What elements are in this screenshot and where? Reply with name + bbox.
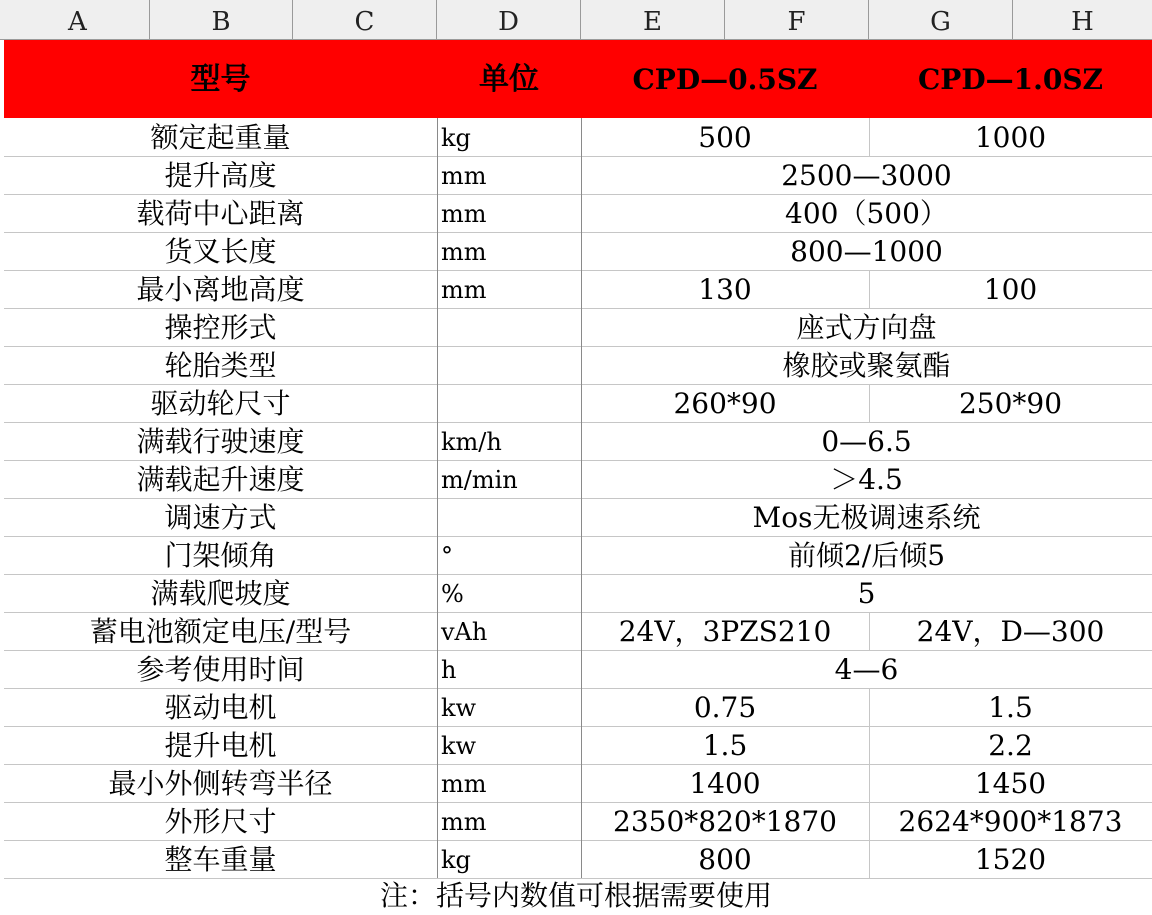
row-value-model-1[interactable]: 1400 [689,767,761,800]
row-value-model-2[interactable]: 1.5 [988,691,1033,724]
row-unit[interactable]: mm [441,808,487,836]
header-unit-label[interactable]: 单位 [479,62,539,97]
row-value-model-2[interactable]: 2624*900*1873 [898,805,1123,838]
row-parameter-name[interactable]: 轮胎类型 [164,349,277,382]
row-unit[interactable]: kw [441,732,477,760]
row-unit[interactable]: mm [441,770,487,798]
column-header-row [0,0,1152,40]
row-parameter-name[interactable]: 满载起升速度 [136,463,305,496]
row-parameter-name[interactable]: 驱动轮尺寸 [150,387,291,420]
row-unit[interactable]: mm [441,162,487,190]
row-value-merged[interactable]: 前倾2/后倾5 [787,539,946,572]
row-value-merged[interactable]: 橡胶或聚氨酯 [782,349,951,382]
row-parameter-name[interactable]: 操控形式 [164,311,277,344]
row-unit[interactable]: mm [441,200,487,228]
column-header-c[interactable]: C [293,0,437,40]
row-parameter-name[interactable]: 满载爬坡度 [150,577,291,610]
row-value-merged[interactable]: 400（500） [785,197,948,230]
row-parameter-name[interactable]: 最小离地高度 [136,273,305,306]
row-value-model-2[interactable]: 1520 [974,843,1047,876]
row-unit[interactable]: kw [441,694,477,722]
column-header-b[interactable]: B [150,0,293,40]
row-value-model-2[interactable]: 24V，D—300 [916,615,1105,648]
header-model-label[interactable]: 型号 [190,62,251,97]
row-unit[interactable] [437,346,581,384]
row-value-merged[interactable]: 800—1000 [790,235,943,268]
row-value-merged[interactable]: Mos无极调速系统 [752,501,981,534]
row-unit[interactable] [437,498,581,536]
header-model-1[interactable]: CPD—0.5SZ [632,63,818,96]
row-unit[interactable]: ° [441,542,453,570]
row-value-merged[interactable]: ＞4.5 [830,463,903,496]
column-header-e[interactable]: E [581,0,725,40]
row-parameter-name[interactable]: 最小外侧转弯半径 [108,767,333,800]
row-value-model-1[interactable]: 0.75 [693,691,757,724]
row-parameter-name[interactable]: 整车重量 [164,843,277,876]
row-value-model-1[interactable]: 1.5 [702,729,748,762]
row-parameter-name[interactable]: 蓄电池额定电压/型号 [89,615,352,648]
row-parameter-name[interactable]: 门架倾角 [164,539,277,572]
row-value-merged[interactable]: 0—6.5 [821,425,912,458]
row-value-model-1[interactable]: 24V，3PZS210 [618,615,832,648]
row-unit[interactable]: mm [441,238,487,266]
row-parameter-name[interactable]: 外形尺寸 [164,805,277,838]
row-unit[interactable]: kg [441,124,471,152]
row-parameter-name[interactable]: 参考使用时间 [136,653,305,686]
row-value-model-1[interactable]: 130 [698,273,752,306]
row-parameter-name[interactable]: 额定起重量 [150,121,291,154]
row-value-model-2[interactable]: 1450 [974,767,1047,800]
row-parameter-name[interactable]: 驱动电机 [164,691,277,724]
row-unit[interactable]: m/min [441,466,518,494]
row-parameter-name[interactable]: 满载行驶速度 [136,425,305,458]
column-header-g[interactable]: G [869,0,1013,40]
row-parameter-name[interactable]: 货叉长度 [164,235,277,268]
row-value-merged[interactable]: 2500—3000 [781,159,952,192]
column-header-d[interactable]: D [437,0,581,40]
column-header-h[interactable]: H [1013,0,1152,40]
row-value-model-2[interactable]: 2.2 [988,729,1033,762]
row-value-model-1[interactable]: 2350*820*1870 [613,805,837,838]
row-unit[interactable]: mm [441,276,487,304]
row-value-model-2[interactable]: 250*90 [958,387,1063,420]
row-value-model-2[interactable]: 1000 [974,121,1047,154]
row-unit[interactable]: km/h [441,428,502,456]
row-parameter-name[interactable]: 调速方式 [164,501,277,534]
row-value-model-2[interactable]: 100 [983,273,1038,306]
row-value-model-1[interactable]: 800 [698,843,752,876]
row-parameter-name[interactable]: 提升电机 [164,729,277,762]
header-model-2[interactable]: CPD—1.0SZ [918,63,1103,96]
column-header-a[interactable]: A [0,0,150,40]
footnote[interactable]: 注：括号内数值可根据需要使用 [379,879,772,912]
row-value-model-1[interactable]: 500 [698,121,752,154]
column-header-f[interactable]: F [725,0,869,40]
row-unit[interactable]: h [441,656,457,684]
row-unit[interactable] [437,308,581,346]
row-unit[interactable] [437,384,581,422]
row-unit[interactable]: % [441,580,464,608]
row-unit[interactable]: vAh [441,618,488,646]
row-value-merged[interactable]: 座式方向盘 [796,311,937,344]
row-value-model-1[interactable]: 260*90 [673,387,777,420]
row-parameter-name[interactable]: 载荷中心距离 [136,197,305,230]
row-value-merged[interactable]: 5 [857,577,876,610]
row-unit[interactable]: kg [441,846,471,874]
row-parameter-name[interactable]: 提升高度 [164,159,277,192]
row-value-merged[interactable]: 4—6 [834,653,899,686]
